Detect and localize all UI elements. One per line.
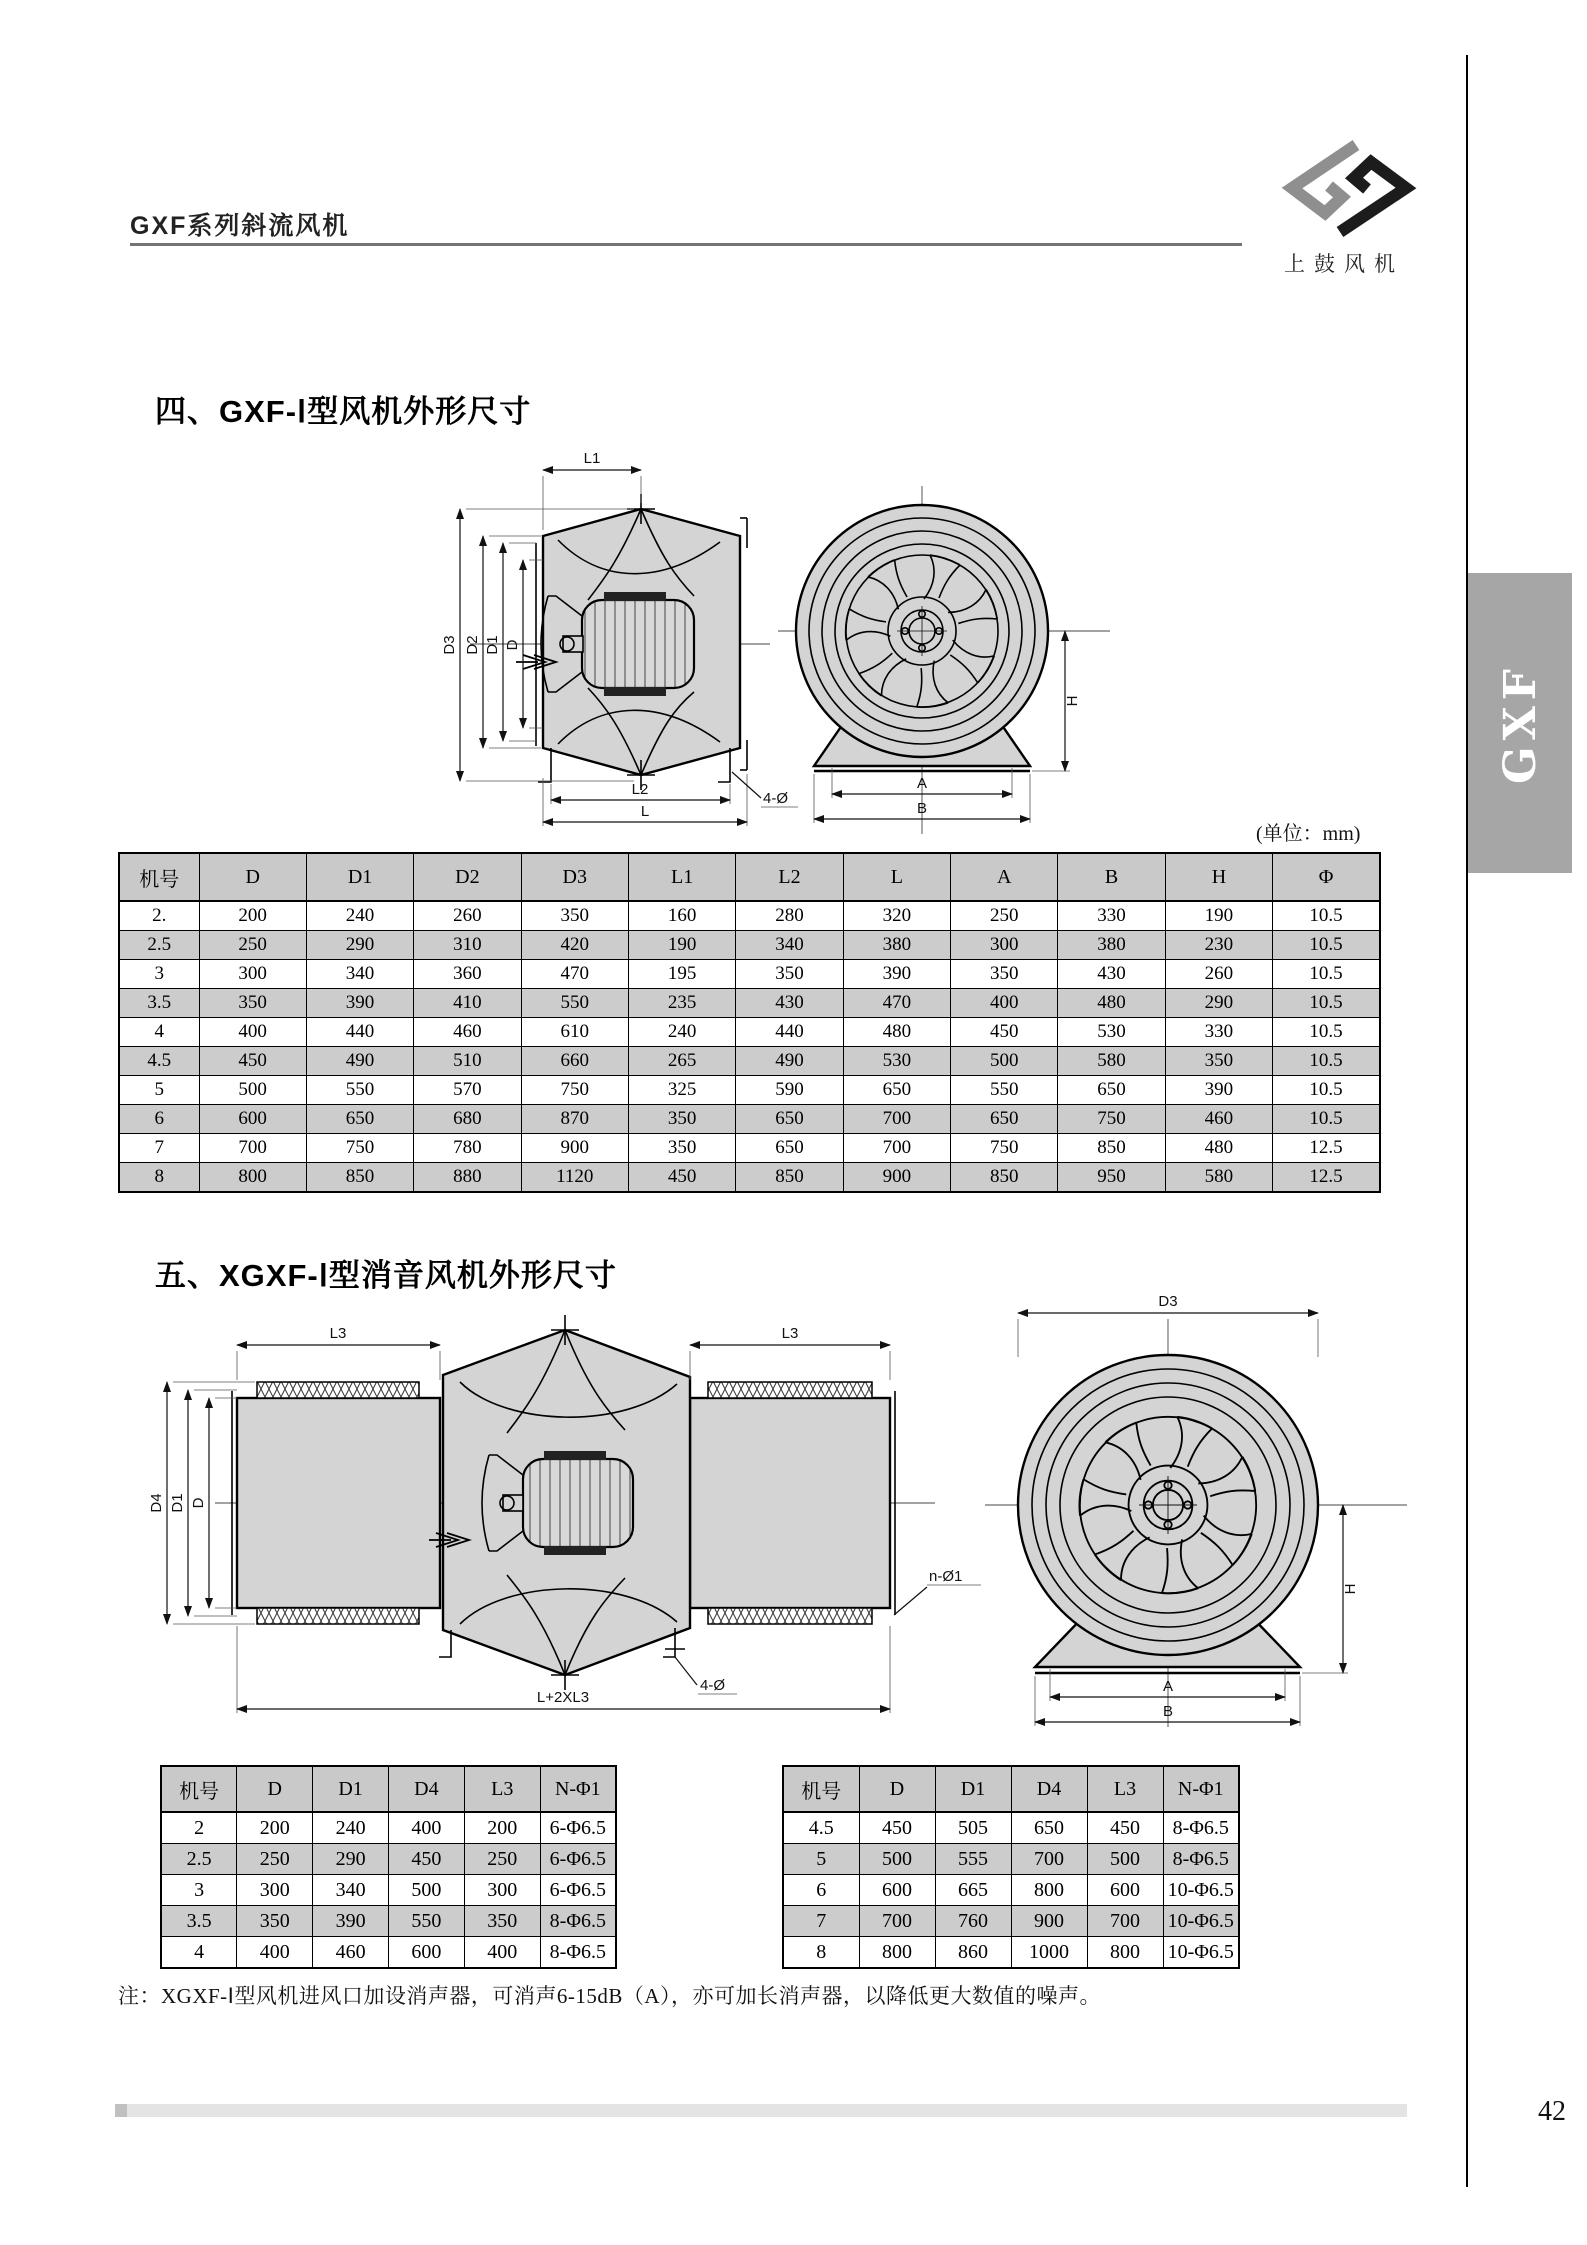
table-cell: 600 [1087,1875,1163,1906]
table-cell: 350 [521,901,628,931]
table-cell: 3.5 [119,989,199,1018]
table-cell: 400 [388,1812,464,1844]
table-cell: 200 [464,1812,540,1844]
table-cell: 450 [388,1844,464,1875]
table-cell: 6-Φ6.5 [540,1844,616,1875]
dim-label-d3: D3 [1158,1293,1178,1310]
table-cell: 230 [1165,931,1272,960]
table-cell: 750 [1058,1105,1165,1134]
table-cell: 650 [1058,1076,1165,1105]
table-cell: 410 [414,989,521,1018]
column-header: D4 [1011,1766,1087,1812]
dim-label-l2: L2 [631,781,649,798]
table-cell: 8-Φ6.5 [540,1906,616,1937]
table-cell: 380 [843,931,950,960]
column-header: D1 [935,1766,1011,1812]
table-row [161,1937,616,1969]
table-cell: 12.5 [1273,1134,1380,1163]
company-logo [1280,138,1420,243]
table-cell: 1120 [521,1163,628,1193]
table-cell: 490 [306,1047,413,1076]
table-cell: 750 [521,1076,628,1105]
table-cell: 10.5 [1273,1105,1380,1134]
table-cell: 470 [521,960,628,989]
gxf-dimensions-table [118,852,1381,1193]
table-cell: 360 [414,960,521,989]
dim-label-d1: D1 [484,635,501,655]
table-row [783,1812,1239,1844]
column-header: 机号 [119,853,199,901]
table-cell: 4 [119,1018,199,1047]
column-header: D2 [414,853,521,901]
table-cell: 400 [199,1018,306,1047]
table-cell: 290 [306,931,413,960]
table-cell: 5 [119,1076,199,1105]
table-cell: 195 [628,960,735,989]
table-cell: 10-Φ6.5 [1163,1875,1239,1906]
table-cell: 10-Φ6.5 [1163,1937,1239,1969]
dim-label-d: D [504,639,521,651]
table-cell: 550 [951,1076,1058,1105]
table-cell: 650 [736,1134,843,1163]
table-cell: 4 [161,1937,237,1969]
table-cell: 10.5 [1273,1076,1380,1105]
table-cell: 2.5 [119,931,199,960]
table-row [119,1134,1380,1163]
table-cell: 440 [306,1018,413,1047]
table-cell: 650 [843,1076,950,1105]
table-cell: 440 [736,1018,843,1047]
table-cell: 450 [199,1047,306,1076]
sidebar-series-tab [1468,573,1572,873]
table-cell: 300 [237,1875,313,1906]
logo-caption: 上鼓风机 [1284,252,1404,276]
gxf-front-view [778,486,1110,834]
column-header: 机号 [783,1766,859,1812]
dim-label-l3-right: L3 [781,1325,799,1342]
inlet-silencer [232,1382,440,1624]
table-cell: 800 [1087,1937,1163,1969]
table-cell: 700 [843,1134,950,1163]
table-cell: 2. [119,901,199,931]
table-cell: 480 [1165,1134,1272,1163]
table-cell: 190 [628,931,735,960]
table-cell: 650 [306,1105,413,1134]
table-cell: 6-Φ6.5 [540,1875,616,1906]
table-row [119,901,1380,931]
silencer-note: 注：XGXF-Ⅰ型风机进风口加设消声器，可消声6-15dB（A），亦可加长消声器，以降低更大数值的噪声。 [118,1984,1102,2008]
left-foot [439,1630,451,1657]
table-cell: 350 [628,1134,735,1163]
header-rule [130,243,1242,246]
table-cell: 500 [859,1844,935,1875]
table-cell: 450 [1087,1812,1163,1844]
table-cell: 750 [951,1134,1058,1163]
table-cell: 430 [736,989,843,1018]
table-cell: 780 [414,1134,521,1163]
table-cell: 330 [1165,1018,1272,1047]
table-cell: 12.5 [1273,1163,1380,1193]
dim-label-l: L [640,803,650,820]
table-cell: 290 [313,1844,389,1875]
table-cell: 430 [1058,960,1165,989]
table-cell: 2 [161,1812,237,1844]
xgxf-dimensions-table-large [782,1765,1240,1969]
table-cell: 340 [306,960,413,989]
table-cell: 850 [1058,1134,1165,1163]
table-cell: 10.5 [1273,989,1380,1018]
table-cell: 2.5 [161,1844,237,1875]
table-row [119,1018,1380,1047]
table-cell: 450 [628,1163,735,1193]
table-cell: 665 [935,1875,1011,1906]
table-cell: 610 [521,1018,628,1047]
table-cell: 10.5 [1273,901,1380,931]
table-cell: 500 [1087,1844,1163,1875]
table-cell: 760 [935,1906,1011,1937]
table-row [161,1875,616,1906]
table-cell: 1000 [1011,1937,1087,1969]
table-cell: 6 [119,1105,199,1134]
table-cell: 4.5 [119,1047,199,1076]
table-cell: 700 [1087,1906,1163,1937]
table-cell: 8 [783,1937,859,1969]
table-cell: 660 [521,1047,628,1076]
table-cell: 10-Φ6.5 [1163,1906,1239,1937]
unit-label: (单位：mm) [1256,823,1361,845]
table-cell: 400 [464,1937,540,1969]
column-header: D3 [521,853,628,901]
table-cell: 555 [935,1844,1011,1875]
table-cell: 240 [628,1018,735,1047]
footer-bar-tip [115,2104,127,2117]
column-header: Φ [1273,853,1380,901]
dim-label-n-holes: n-Ø1 [929,1568,963,1585]
table-cell: 400 [951,989,1058,1018]
doc-header-title: GXF系列斜流风机 [130,212,350,240]
column-header: D [199,853,306,901]
table-cell: 450 [951,1018,1058,1047]
table-cell: 350 [951,960,1058,989]
table-cell: 530 [1058,1018,1165,1047]
column-header: H [1165,853,1272,901]
table-header-row [161,1766,616,1812]
dim-label-total-length: L+2XL3 [536,1689,590,1706]
table-row [161,1844,616,1875]
column-header: D1 [306,853,413,901]
column-header: L3 [464,1766,540,1812]
table-cell: 200 [237,1812,313,1844]
table-cell: 200 [199,901,306,931]
dim-label-b: B [1162,1703,1174,1720]
sidebar-series-label: GXF [1494,662,1546,784]
table-row [119,931,1380,960]
table-cell: 480 [843,1018,950,1047]
table-cell: 310 [414,931,521,960]
xgxf-dimensions-table-small [160,1765,617,1969]
table-cell: 500 [388,1875,464,1906]
page-edge-rule [1466,55,1468,2187]
table-cell: 350 [628,1105,735,1134]
table-cell: 700 [1011,1844,1087,1875]
table-header-row [119,853,1380,901]
table-cell: 10.5 [1273,960,1380,989]
table-cell: 490 [736,1047,843,1076]
table-cell: 8-Φ6.5 [540,1937,616,1969]
table-cell: 325 [628,1076,735,1105]
column-header: N-Φ1 [1163,1766,1239,1812]
table-row [161,1906,616,1937]
table-cell: 10.5 [1273,1047,1380,1076]
table-cell: 350 [237,1906,313,1937]
dim-label-l3-left: L3 [329,1325,347,1342]
column-header: L3 [1087,1766,1163,1812]
table-cell: 3 [119,960,199,989]
table-row [119,1047,1380,1076]
table-cell: 350 [199,989,306,1018]
dim-label-d4: D4 [148,1493,165,1513]
table-row [119,1163,1380,1193]
table-cell: 900 [843,1163,950,1193]
column-header: 机号 [161,1766,237,1812]
table-row [119,989,1380,1018]
table-cell: 850 [951,1163,1058,1193]
dim-label-b: B [916,800,928,817]
section1-title: 四、GXF-Ⅰ型风机外形尺寸 [155,394,532,429]
table-cell: 390 [1165,1076,1272,1105]
table-cell: 260 [1165,960,1272,989]
table-row [783,1906,1239,1937]
table-cell: 530 [843,1047,950,1076]
table-cell: 700 [199,1134,306,1163]
table-cell: 580 [1058,1047,1165,1076]
outlet-silencer [690,1382,895,1624]
table-cell: 250 [199,931,306,960]
table-row [119,1105,1380,1134]
table-cell: 320 [843,901,950,931]
table-cell: 420 [521,931,628,960]
table-cell: 500 [951,1047,1058,1076]
table-cell: 235 [628,989,735,1018]
dim-label-a: A [1162,1678,1174,1695]
table-cell: 265 [628,1047,735,1076]
table-cell: 680 [414,1105,521,1134]
xgxf-front-view [985,1319,1407,1727]
table-cell: 700 [843,1105,950,1134]
table-cell: 650 [951,1105,1058,1134]
table-cell: 860 [935,1937,1011,1969]
table-cell: 240 [313,1812,389,1844]
table-cell: 800 [1011,1875,1087,1906]
dim-label-h: H [1342,1583,1359,1595]
dim-label-feet-holes: 4-Ø [763,790,789,807]
table-cell: 340 [736,931,843,960]
xgxf-side-view [215,1315,935,1690]
table-cell: 350 [736,960,843,989]
table-cell: 390 [306,989,413,1018]
table-cell: 850 [736,1163,843,1193]
table-cell: 510 [414,1047,521,1076]
table-row [161,1812,616,1844]
table-cell: 390 [843,960,950,989]
dim-label-a: A [916,775,928,792]
table-cell: 10.5 [1273,931,1380,960]
section2-title: 五、XGXF-Ⅰ型消音风机外形尺寸 [155,1258,617,1293]
table-cell: 900 [1011,1906,1087,1937]
table-cell: 600 [388,1937,464,1969]
table-cell: 10.5 [1273,1018,1380,1047]
table-cell: 340 [313,1875,389,1906]
table-cell: 240 [306,901,413,931]
table-cell: 600 [859,1875,935,1906]
table-cell: 800 [859,1937,935,1969]
table-cell: 350 [464,1906,540,1937]
table-cell: 650 [1011,1812,1087,1844]
table-cell: 460 [1165,1105,1272,1134]
table-cell: 390 [313,1906,389,1937]
table-cell: 600 [199,1105,306,1134]
dim-label-h: H [1064,695,1081,707]
dim-label-d3: D3 [441,635,458,655]
table-cell: 300 [951,931,1058,960]
table-cell: 470 [843,989,950,1018]
table-cell: 450 [859,1812,935,1844]
footer-bar [115,2104,1407,2117]
table-cell: 290 [1165,989,1272,1018]
table-cell: 250 [951,901,1058,931]
table-row [119,1076,1380,1105]
dim-label-d: D [190,1497,207,1509]
table-cell: 650 [736,1105,843,1134]
table-cell: 7 [119,1134,199,1163]
table-cell: 505 [935,1812,1011,1844]
table-cell: 260 [414,901,521,931]
table-cell: 900 [521,1134,628,1163]
table-cell: 300 [199,960,306,989]
table-cell: 160 [628,901,735,931]
column-header: B [1058,853,1165,901]
table-cell: 250 [237,1844,313,1875]
table-cell: 3 [161,1875,237,1906]
dim-label-d1: D1 [169,1493,186,1513]
table-cell: 880 [414,1163,521,1193]
table-row [119,960,1380,989]
table-cell: 190 [1165,901,1272,931]
table-cell: 700 [859,1906,935,1937]
table-cell: 8-Φ6.5 [1163,1812,1239,1844]
table-cell: 750 [306,1134,413,1163]
xgxf-fan-drawing [145,1285,1415,1730]
table-cell: 6 [783,1875,859,1906]
table-cell: 8 [119,1163,199,1193]
dim-label-l1: L1 [583,450,601,467]
table-cell: 550 [388,1906,464,1937]
table-cell: 250 [464,1844,540,1875]
table-cell: 850 [306,1163,413,1193]
column-header: D [237,1766,313,1812]
table-cell: 870 [521,1105,628,1134]
table-cell: 570 [414,1076,521,1105]
table-cell: 950 [1058,1163,1165,1193]
table-cell: 300 [464,1875,540,1906]
table-cell: 400 [237,1937,313,1969]
table-cell: 550 [306,1076,413,1105]
table-cell: 800 [199,1163,306,1193]
page-number: 42 [1538,2096,1566,2127]
dim-label-d2: D2 [464,635,481,655]
table-cell: 7 [783,1906,859,1937]
left-foot [538,748,551,782]
column-header: L [843,853,950,901]
table-cell: 580 [1165,1163,1272,1193]
table-cell: 480 [1058,989,1165,1018]
table-row [783,1844,1239,1875]
table-cell: 8-Φ6.5 [1163,1844,1239,1875]
table-cell: 460 [414,1018,521,1047]
table-header-row [783,1766,1239,1812]
table-row [783,1875,1239,1906]
column-header: D [859,1766,935,1812]
table-cell: 280 [736,901,843,931]
column-header: N-Φ1 [540,1766,616,1812]
table-cell: 380 [1058,931,1165,960]
dim-label-feet-holes: 4-Ø [700,1677,726,1694]
table-cell: 5 [783,1844,859,1875]
column-header: L2 [736,853,843,901]
table-cell: 500 [199,1076,306,1105]
column-header: L1 [628,853,735,901]
column-header: D4 [388,1766,464,1812]
table-cell: 350 [1165,1047,1272,1076]
table-cell: 3.5 [161,1906,237,1937]
column-header: D1 [313,1766,389,1812]
table-cell: 590 [736,1076,843,1105]
table-cell: 550 [521,989,628,1018]
table-cell: 6-Φ6.5 [540,1812,616,1844]
table-cell: 4.5 [783,1812,859,1844]
gxf-fan-drawing [320,448,1120,840]
table-cell: 330 [1058,901,1165,931]
column-header: A [951,853,1058,901]
table-cell: 460 [313,1937,389,1969]
table-row [783,1937,1239,1969]
